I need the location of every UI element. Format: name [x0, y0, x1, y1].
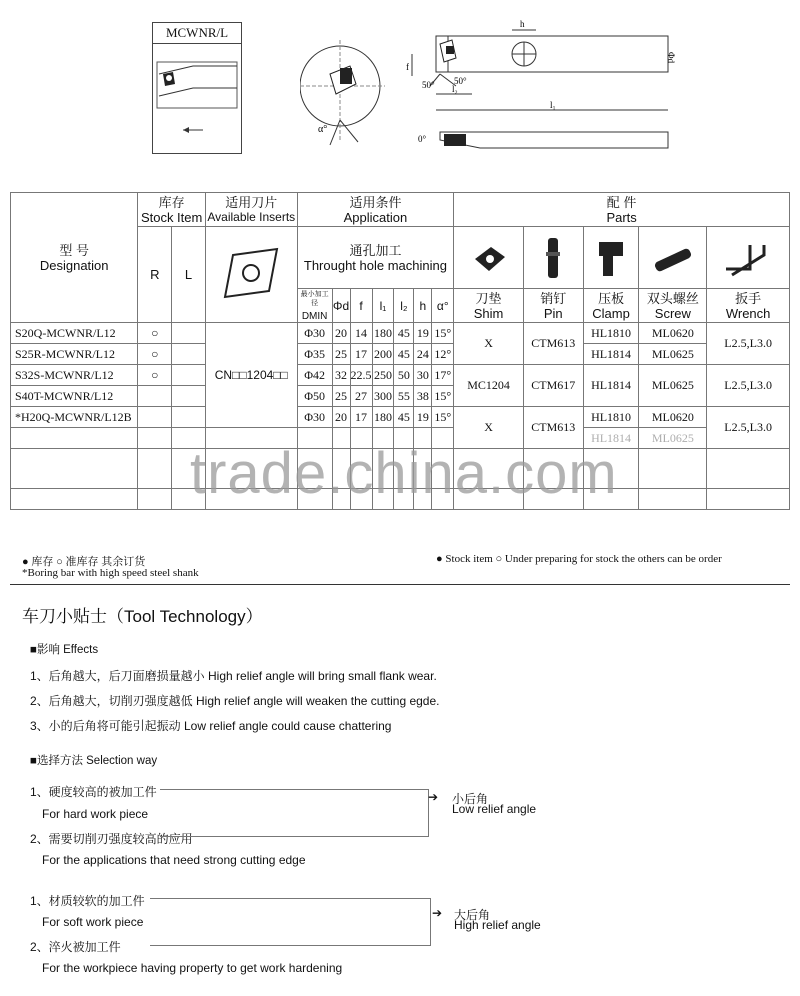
clamp-image-cell: [583, 227, 639, 289]
r-stock-cell: ○: [138, 323, 172, 344]
l1-cell: 250: [372, 365, 394, 386]
dim-l1-label: l₁: [550, 100, 556, 110]
screw-cell: ML0625: [639, 365, 707, 407]
selection-item-cn: 1、材质较软的加工件: [30, 894, 145, 908]
dim-phid-label: Φd: [666, 52, 676, 64]
pin-cell: CTM613: [523, 407, 583, 449]
l2-cell: 45: [394, 344, 414, 365]
alpha-cell: 12°: [432, 344, 454, 365]
dmin-cell: Φ42: [297, 365, 332, 386]
divider: [10, 584, 790, 585]
f-cell: 17: [350, 407, 372, 428]
f-cell: 22.5: [350, 365, 372, 386]
d-cell: 25: [332, 344, 350, 365]
table-row: [11, 365, 790, 386]
rhombic-insert-icon: [219, 245, 283, 301]
clamp-icon: [591, 236, 631, 282]
arrow-right-icon: ➔: [428, 790, 439, 804]
f-cell: 17: [350, 344, 372, 365]
dim-h-label: h: [520, 19, 525, 29]
legend-note: *Boring bar with high speed steel shank: [22, 567, 199, 579]
boring-bar-drawing: [400, 14, 690, 174]
r-stock-cell: ○: [138, 344, 172, 365]
clamp-header: 压板 Clamp: [583, 289, 639, 323]
legend-cn: ● 库存 ○ 准库存 其余订货: [22, 556, 146, 568]
col-l1-header: l₁: [372, 289, 394, 323]
screw-image-cell: [639, 227, 707, 289]
selection-item-en: For hard work piece: [42, 807, 149, 821]
pin-icon: [538, 234, 568, 284]
insert-value-cell: CN□□1204□□: [205, 323, 297, 428]
l-stock-cell: [172, 323, 206, 344]
h-cell: 19: [414, 323, 432, 344]
watermark: trade.china.com: [190, 441, 618, 506]
insert-angle-drawing: [300, 20, 390, 150]
tool-top-view-drawing: [153, 44, 241, 152]
through-hole-header: 通孔加工 Throught hole machining: [297, 227, 454, 289]
l1-cell: 200: [372, 344, 394, 365]
angle-50-right: 50°: [454, 76, 467, 86]
selection-title: ■选择方法 Selection way: [30, 755, 158, 767]
dmin-cell: Φ30: [297, 407, 332, 428]
alpha-cell: 15°: [432, 386, 454, 407]
selection-result-en: Low relief angle: [452, 802, 537, 816]
wrench-cell: L2.5,L3.0: [707, 407, 790, 449]
f-cell: 14: [350, 323, 372, 344]
shim-cell: X: [454, 407, 524, 449]
wrench-header: 扳手 Wrench: [707, 289, 790, 323]
l-stock-cell: [172, 386, 206, 407]
d-cell: 20: [332, 407, 350, 428]
selection-item-cn: 2、需要切削刃强度较高的应用: [30, 832, 193, 846]
l2-cell: 50: [394, 365, 414, 386]
r-stock-cell: ○: [138, 365, 172, 386]
designation-cell: S40T-MCWNR/L12: [11, 386, 138, 407]
table-row: [11, 323, 790, 344]
l2-cell: 45: [394, 407, 414, 428]
h-cell: 19: [414, 407, 432, 428]
designation-header: 型 号 Designation: [11, 193, 138, 323]
bracket: [150, 898, 431, 946]
screw-cell: ML0620: [639, 323, 707, 344]
angle-50-left: 50°: [422, 80, 435, 90]
selection-result-cn: 小后角: [452, 792, 489, 806]
effect-item: 3、小的后角将可能引起振动 Low relief angle could cause chattering: [30, 719, 392, 733]
designation-cell: S32S-MCWNR/L12: [11, 365, 138, 386]
l1-cell: 180: [372, 407, 394, 428]
table-row: [11, 344, 790, 365]
l2-cell: 45: [394, 323, 414, 344]
screw-cell: ML0625: [639, 344, 707, 365]
screw-cell: ML0625: [639, 428, 707, 449]
tech-title: 车刀小贴士（Tool Technology）: [22, 607, 263, 626]
selection-item-cn: 2、淬火被加工件: [30, 940, 121, 954]
dmin-cell: Φ30: [297, 323, 332, 344]
dim-l2-label: l₂: [452, 84, 458, 94]
d-cell: 25: [332, 386, 350, 407]
r-stock-cell: [138, 386, 172, 407]
angle-zero-label: 0°: [418, 134, 427, 144]
effect-item: 2、后角越大，切削刃强度越低 High relief angle will weaken the cutting egde.: [30, 694, 440, 708]
wrench-cell: L2.5,L3.0: [707, 323, 790, 365]
bracket: [160, 789, 429, 837]
screw-header: 双头螺丝 Screw: [639, 289, 707, 323]
d-cell: 20: [332, 323, 350, 344]
l-stock-cell: [172, 407, 206, 428]
col-l2-header: l₂: [394, 289, 414, 323]
clamp-cell: HL1814: [583, 344, 639, 365]
effect-item: 1、后角越大，后刀面磨损量越小 High relief angle will bring small flank wear.: [30, 669, 437, 683]
wrench-image-cell: [707, 227, 790, 289]
shim-image-cell: [454, 227, 524, 289]
selection-item-en: For soft work piece: [42, 915, 144, 929]
clamp-cell: HL1810: [583, 323, 639, 344]
pin-cell: CTM617: [523, 365, 583, 407]
f-cell: 27: [350, 386, 372, 407]
col-h-header: h: [414, 289, 432, 323]
pin-header: 销钉 Pin: [523, 289, 583, 323]
dmin-header: 最小加工径 DMIN: [297, 289, 332, 323]
col-alpha-header: α°: [432, 289, 454, 323]
dmin-cell: Φ50: [297, 386, 332, 407]
insert-image-cell: [205, 227, 297, 323]
screw-cell: ML0620: [639, 407, 707, 428]
pin-cell: CTM613: [523, 323, 583, 365]
angle-alpha-label: α°: [318, 124, 328, 135]
model-label: MCWNR/L: [153, 23, 241, 44]
dmin-cell: Φ35: [297, 344, 332, 365]
clamp-cell: HL1814: [583, 365, 639, 407]
l2-cell: 55: [394, 386, 414, 407]
selection-item-en: For the applications that need strong cutting edge: [42, 853, 306, 867]
stock-header: 库存 Stock Item: [138, 193, 206, 227]
wrench-cell: L2.5,L3.0: [707, 365, 790, 407]
l1-cell: 180: [372, 323, 394, 344]
selection-result-cn: 大后角: [454, 908, 491, 922]
selection-result-en: High relief angle: [454, 918, 541, 932]
h-cell: 38: [414, 386, 432, 407]
clamp-cell: HL1810: [583, 407, 639, 428]
d-cell: 32: [332, 365, 350, 386]
l-stock-cell: [172, 344, 206, 365]
designation-cell: S20Q-MCWNR/L12: [11, 323, 138, 344]
dim-f-label: f: [406, 62, 409, 72]
clamp-cell: HL1814: [583, 428, 639, 449]
h-cell: 24: [414, 344, 432, 365]
model-box: [152, 22, 242, 154]
l-stock-cell: [172, 365, 206, 386]
shim-header: 刀垫 Shim: [454, 289, 524, 323]
arrow-right-icon: ➔: [432, 906, 443, 920]
l-header: L: [172, 227, 206, 323]
shim-cell: MC1204: [454, 365, 524, 407]
screw-icon: [648, 239, 698, 279]
col-f-header: f: [350, 289, 372, 323]
alpha-cell: 15°: [432, 323, 454, 344]
shim-cell: X: [454, 323, 524, 365]
effects-title: ■影响 Effects: [30, 644, 99, 656]
wrench-icon: [720, 239, 776, 279]
h-cell: 30: [414, 365, 432, 386]
parts-header: 配 件 Parts: [454, 193, 790, 227]
legend-en: ● Stock item ○ Under preparing for stock the others can be order: [436, 553, 722, 565]
designation-cell: *H20Q-MCWNR/L12B: [11, 407, 138, 428]
designation-cell: S25R-MCWNR/L12: [11, 344, 138, 365]
l1-cell: 300: [372, 386, 394, 407]
shim-icon: [469, 239, 509, 279]
application-header: 适用条件 Application: [297, 193, 454, 227]
inserts-header: 适用刀片 Available Inserts: [205, 193, 297, 227]
selection-item-cn: 1、硬度较高的被加工件: [30, 785, 157, 799]
pin-image-cell: [523, 227, 583, 289]
table-row: [11, 407, 790, 428]
alpha-cell: 17°: [432, 365, 454, 386]
r-stock-cell: [138, 407, 172, 428]
col-phid-header: Φd: [332, 289, 350, 323]
alpha-cell: 15°: [432, 407, 454, 428]
r-header: R: [138, 227, 172, 323]
selection-item-en: For the workpiece having property to get work hardening: [42, 961, 343, 975]
